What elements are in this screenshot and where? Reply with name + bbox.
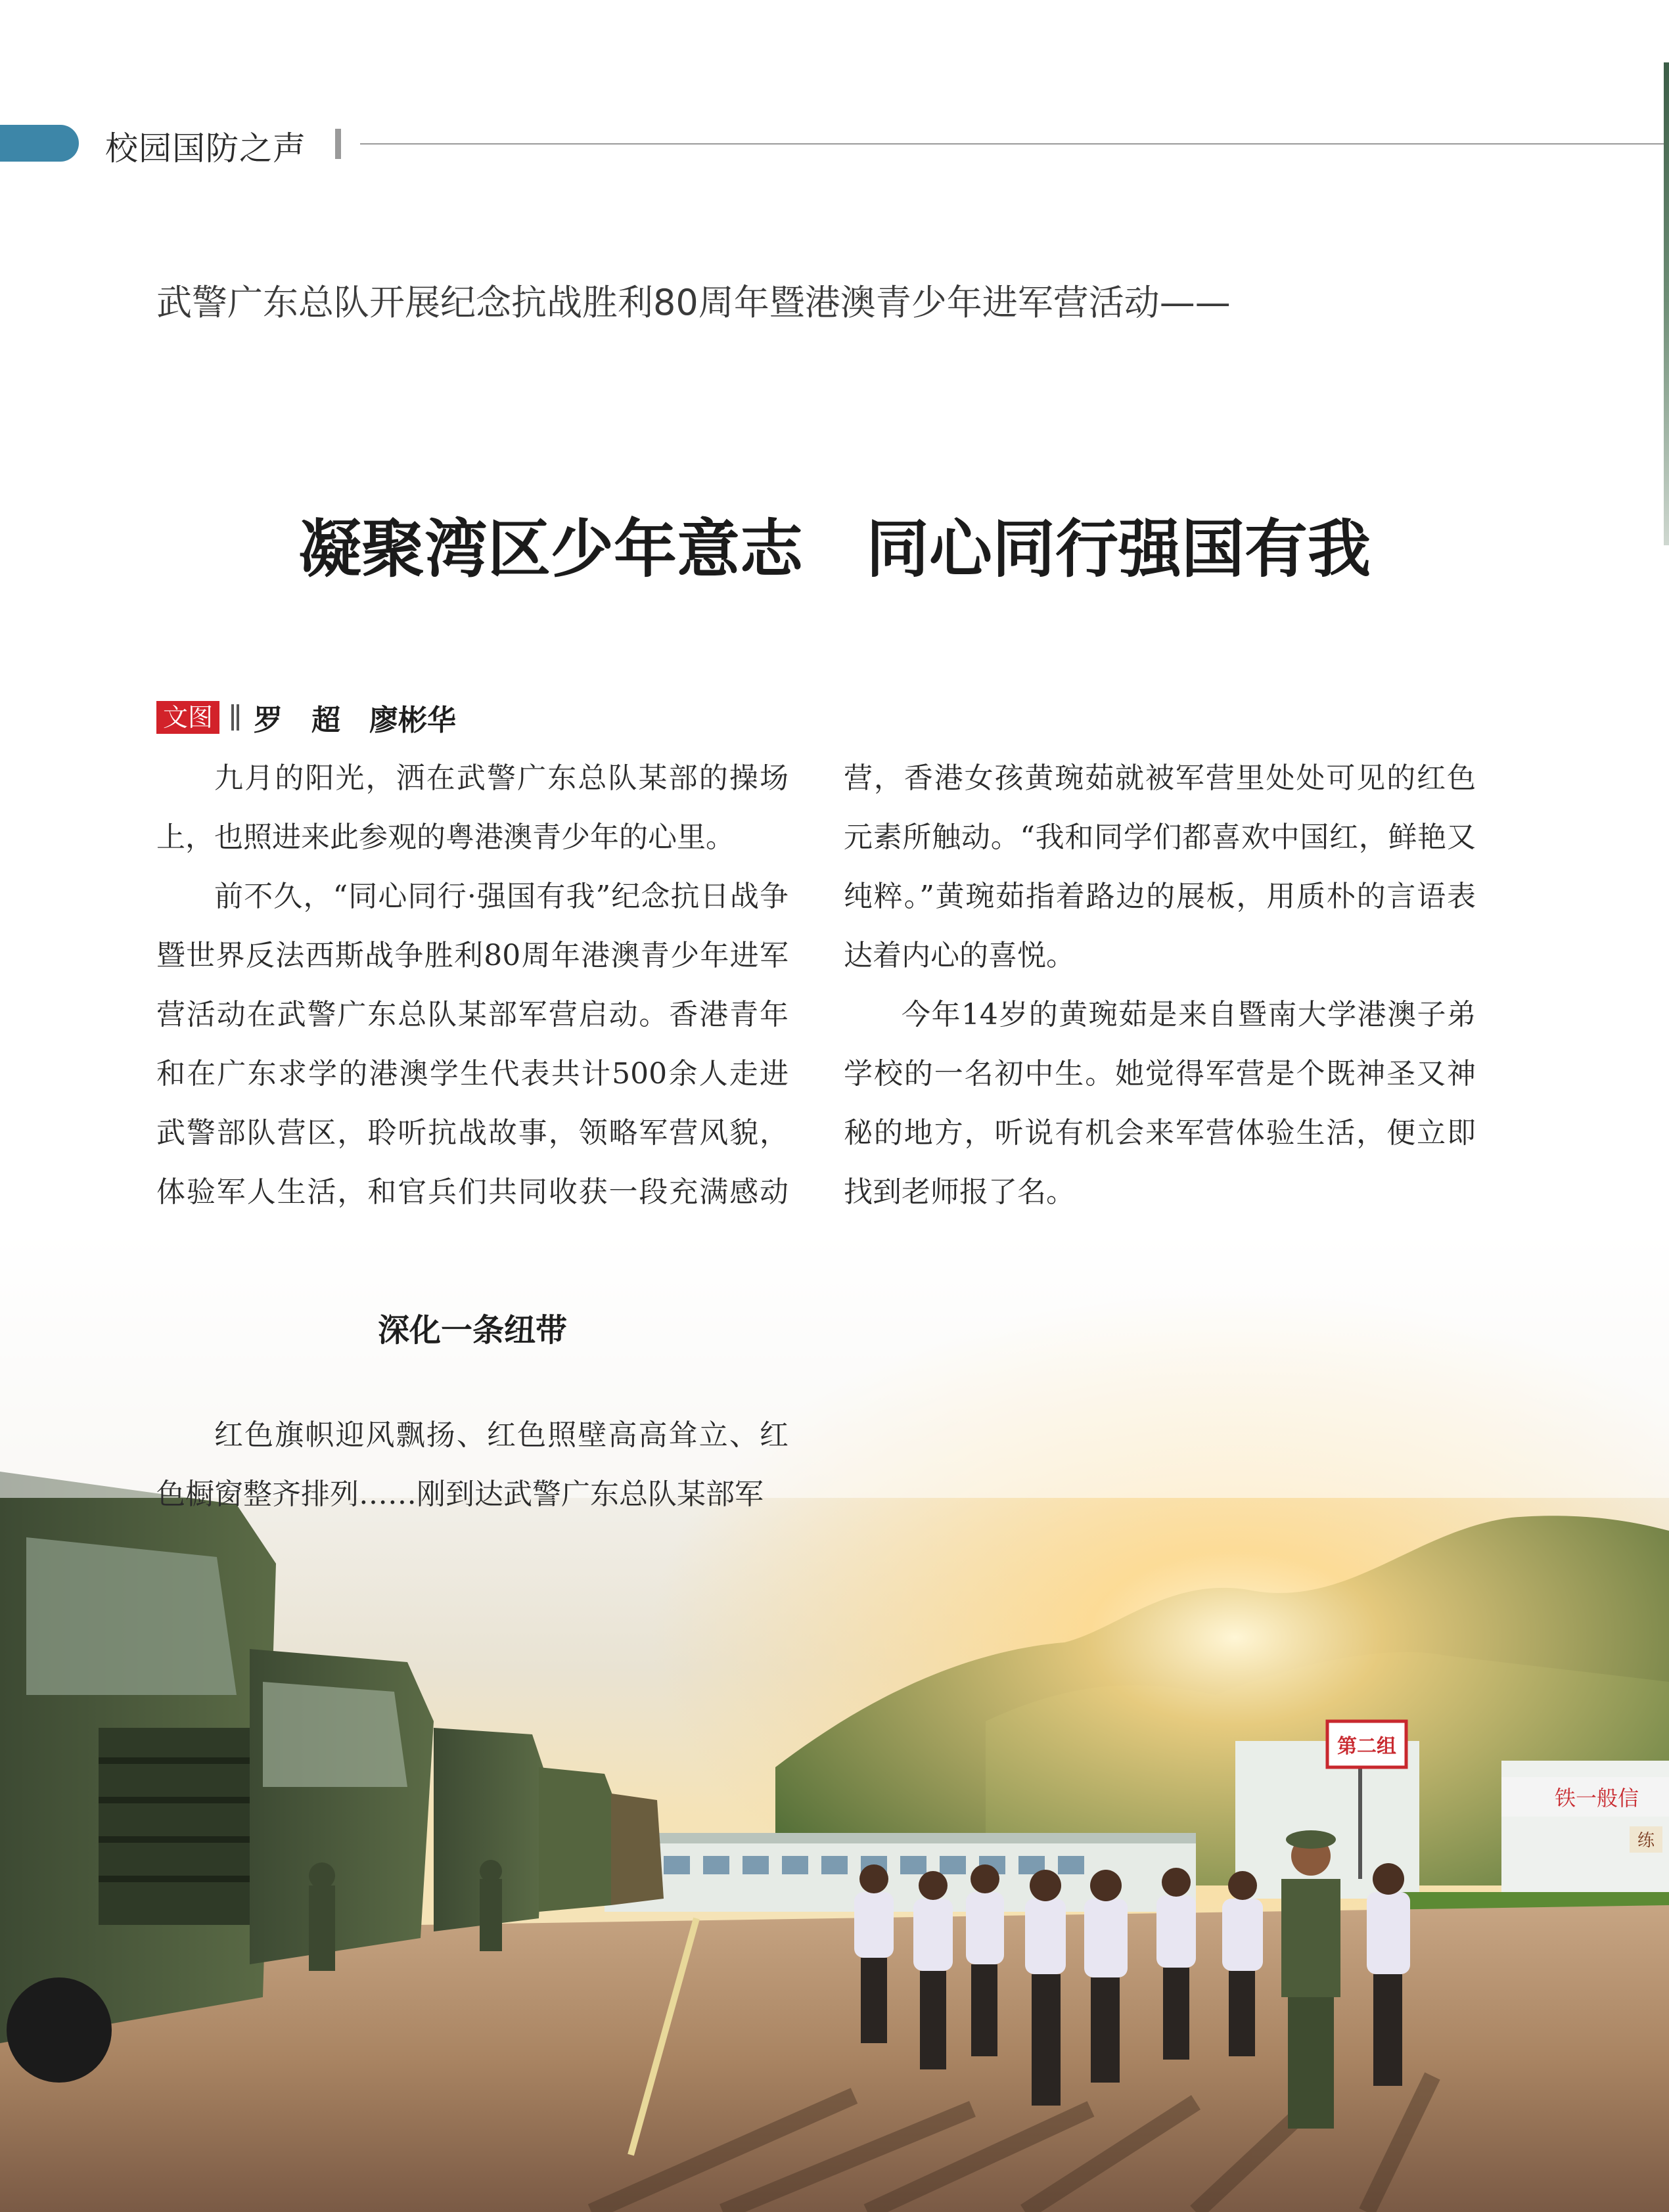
group-sign: 第二组 (1337, 1735, 1396, 1758)
page-edge-mark (1664, 62, 1669, 545)
left-column-continued (156, 1406, 789, 1524)
left-column (156, 749, 789, 1281)
byline-authors: 罗 超 廖彬华 (254, 704, 457, 737)
article-title: 凝聚湾区少年意志 同心同行强国有我 (298, 512, 1371, 586)
paragraph: 红色旗帜迎风飘扬、红色照壁高高耸立、红色橱窗整齐排列……刚到达武警广东总队某部军 (156, 1418, 789, 1511)
paragraph-continuation: 营，香港女孩黄琬茹就被军营里处处可见的红色元素所触动。“我和同学们都喜欢中国红，鲜艳又纯粹。”黄琬茹指着路边的展板，用质朴的言语表达着内心的喜悦。 (844, 761, 1476, 972)
small-sign: 练 (1637, 1831, 1655, 1851)
section-tab-marker (0, 125, 79, 162)
paragraph: 今年14岁的黄琬茹是来自暨南大学港澳子弟学校的一名初中生。她觉得军营是个既神圣又神秘的地方，听说有机会来军营体验生活，便立即找到老师报了名。 (844, 998, 1476, 1209)
section-label: 校园国防之声 (105, 129, 306, 168)
building-sign: 铁一般信 (1554, 1786, 1639, 1811)
article-subtitle: 武警广东总队开展纪念抗战胜利80周年暨港澳青少年进军营活动—— (156, 282, 1231, 323)
byline (156, 699, 456, 736)
byline-label: 文图 (156, 701, 219, 734)
byline-separator (231, 704, 239, 731)
header-separator (335, 129, 341, 159)
article-photo (0, 1222, 1669, 2212)
header-rule (360, 143, 1669, 145)
section-heading: 深化一条纽带 (377, 1312, 567, 1349)
paragraph: 前不久，“同心同行·强国有我”纪念抗日战争暨世界反法西斯战争胜利80周年港澳青少年进军营活动在武警广东总队某部军营启动。香港青年和在广东求学的港澳学生代表共计500余人走进武警部队营区，聆听抗战故事，领略军营风貌，体验军人生活，和官兵们共同收获一段充满感动 (156, 880, 789, 1209)
paragraph: 九月的阳光，洒在武警广东总队某部的操场上，也照进来此参观的粤港澳青少年的心里。 (156, 761, 789, 854)
